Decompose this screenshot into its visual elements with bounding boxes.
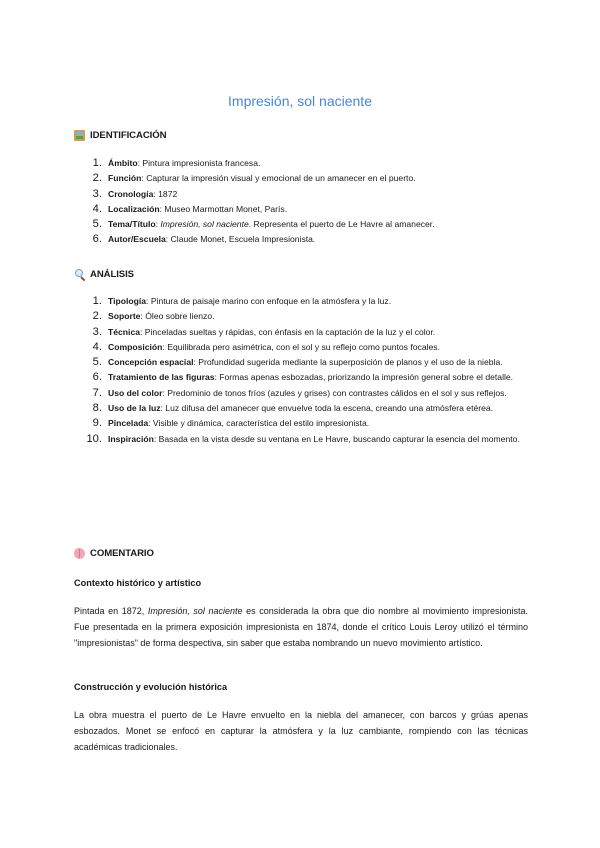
list-item: 1. Tipología: Pintura de paisaje marino con enfoque en la atmósfera y la luz. <box>92 295 392 307</box>
list-item: 8. Uso de la luz: Luz difusa del amanecer que envuelve toda la escena, creando una atmósfera etérea. <box>92 402 494 415</box>
paragraph-contexto: Pintada en 1872, Impresión, sol naciente es considerada la obra que dio nombre al movimiento impresionista. Fue presentada en la primera exposición impresionista en 1874, donde el crítico Louis Leroy utilizó el término "impresionistas" de forma despectiva, sin saber que estaba nombrando un nuevo movimiento artístico. <box>74 606 528 649</box>
list-item: 5. Concepción espacial: Profundidad sugerida mediante la superposición de planos y el uso de la niebla. <box>92 356 503 369</box>
list-item: 1. Ámbito: Pintura impresionista francesa. <box>92 157 261 169</box>
page-title: Impresión, sol naciente <box>228 93 372 109</box>
list-item: 3. Cronología: 1872 <box>92 187 178 200</box>
list-item: 7. Uso del color: Predominio de tonos fríos (azules y grises) con contrastes cálidos en el sol y sus reflejos. <box>92 386 507 399</box>
list-item: 6. Tratamiento de las figuras: Formas apenas esbozadas, priorizando la impresión general sobre el detalle. <box>92 371 514 384</box>
list-item: 4. Localización: Museo Marmottan Monet, París. <box>92 202 288 215</box>
list-item: 3. Técnica: Pinceladas sueltas y rápidas, con énfasis en la captación de la luz y el color. <box>92 325 436 338</box>
list-item: 5. Tema/Título: Impresión, sol naciente. Representa el puerto de Le Havre al amanecer. <box>92 218 435 231</box>
list-item: 10. Inspiración: Basada en la vista desde su ventana en Le Havre, buscando capturar la esencia del momento. <box>86 432 520 445</box>
section-heading-label: COMENTARIO <box>90 548 154 559</box>
subheading-contexto: Contexto histórico y artístico <box>74 578 202 588</box>
section-heading-identificacion <box>74 130 166 141</box>
section-heading-label: IDENTIFICACIÓN <box>90 130 167 141</box>
list-item: 9. Pincelada: Visible y dinámica, característica del estilo impresionista. <box>92 417 370 430</box>
paragraph-construccion: La obra muestra el puerto de Le Havre envuelto en la niebla del amanecer, con barcos y grúas apenas esbozados. Monet se enfocó en capturar la atmósfera y la luz cambiante, rompiendo con las técnicas académicas tradicionales. <box>74 710 528 753</box>
list-item: 4. Composición: Equilibrada pero asimétrica, con el sol y su reflejo como puntos focales. <box>92 340 440 353</box>
framed-picture-icon <box>74 130 85 141</box>
section-heading-label: ANÁLISIS <box>90 269 134 280</box>
magnifying-glass-icon <box>74 269 85 280</box>
brain-icon <box>74 548 85 559</box>
list-item: 6. Autor/Escuela: Claude Monet, Escuela Impresionista. <box>92 233 316 246</box>
list-item: 2. Soporte: Óleo sobre lienzo. <box>92 310 215 323</box>
identificacion-list <box>74 156 528 248</box>
section-heading-analisis <box>74 269 134 280</box>
section-heading-comentario <box>74 548 154 559</box>
analisis-list <box>74 294 528 447</box>
list-item: 2. Función: Capturar la impresión visual y emocional de un amanecer en el puerto. <box>92 172 416 185</box>
subheading-construccion: Construcción y evolución histórica <box>74 682 228 692</box>
